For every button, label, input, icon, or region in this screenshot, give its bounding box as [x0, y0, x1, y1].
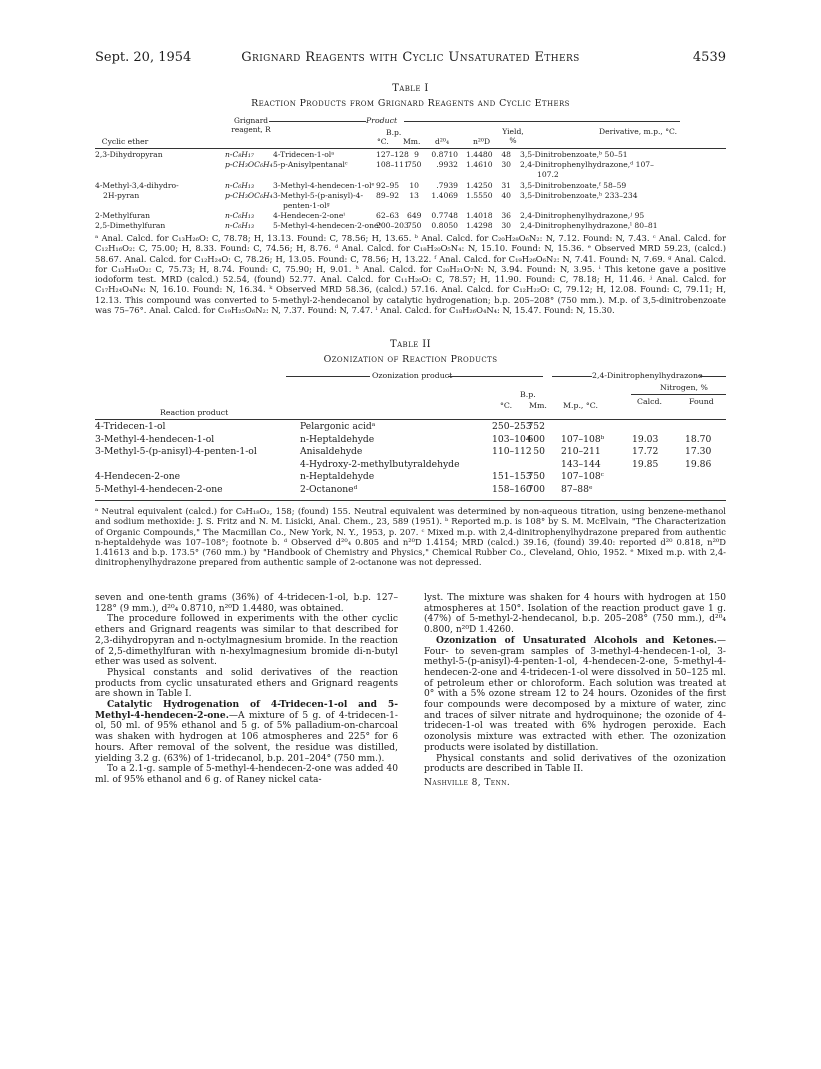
- t2-found: 18.70: [685, 433, 712, 445]
- t2-found: 19.86: [685, 458, 712, 470]
- t2-h-found: Found: [689, 397, 714, 406]
- header-page-number: 4539: [692, 50, 726, 65]
- t2-found: 17.30: [685, 446, 712, 458]
- t2-mm: 750: [527, 471, 545, 483]
- t1-n: 1.5550: [466, 190, 493, 200]
- t1-yield: 48: [501, 150, 511, 159]
- t2-bpc: 103–104: [492, 433, 532, 445]
- t1-reagent: p-CH₃OC₆H₄: [225, 190, 273, 200]
- t1-deriv-cont: 107.2: [537, 170, 559, 180]
- t1-d: 0.8050: [431, 221, 458, 231]
- t1-product: 3-Methyl-4-hendecen-1-olᵉ: [273, 180, 375, 190]
- table1-header-bp-c: °C.: [377, 137, 389, 146]
- t2-reaction: 5-Methyl-4-hendecen-2-one: [95, 483, 223, 495]
- t1-reagent: n-C₆H₁₃: [225, 211, 255, 221]
- t1-ether: 2,5-Dimethylfuran: [95, 221, 166, 231]
- table2-ozon-brace-right: [448, 376, 543, 377]
- t1-bpc: 108–111: [376, 160, 409, 170]
- t1-reagent: n-C₈H₁₇: [225, 150, 255, 159]
- t2-mp: 87–88ᵉ: [561, 483, 593, 495]
- body-paragraph: Physical constants and solid derivatives of the ozonization products are described in Table II.: [424, 753, 726, 775]
- t1-n: 1.4018: [466, 211, 493, 221]
- table2-header-rule: [95, 419, 726, 420]
- section-heading-ozonization: Ozonization of Unsaturated Alcohols and Ketones.: [436, 634, 717, 646]
- table1-header-bp: B.p.: [386, 128, 402, 137]
- table1-row: [95, 181, 735, 191]
- table2-group-dnph: 2,4-Dinitrophenylhydrazone: [592, 371, 703, 380]
- t2-bpc: 151–153: [492, 471, 532, 483]
- t2-reaction: 4-Tridecen-1-ol: [95, 421, 166, 432]
- table1-row: [95, 191, 735, 201]
- table2-title: Ozonization of Reaction Products: [323, 354, 498, 365]
- t1-yield: 40: [501, 190, 511, 200]
- body-paragraph: Physical constants and solid derivatives of the reaction products from cyclic unsaturated ethers and Grignard reagents are shown in Table I.: [95, 667, 398, 700]
- t1-d: 1.4069: [431, 190, 458, 200]
- t1-bpc: 200–203: [376, 221, 409, 231]
- t1-deriv: 3,5-Dinitrobenzoate,ᵇ 50–51: [520, 150, 628, 159]
- table2-group-ozonization: Ozonization product: [372, 371, 453, 380]
- table2-row: [95, 459, 735, 472]
- table1-row-continuation: [95, 170, 735, 180]
- t1-yield: 30: [501, 221, 511, 231]
- t2-h-mm: Mm.: [529, 401, 547, 410]
- t1-mm: 10: [409, 180, 419, 190]
- table1-footnotes: [95, 233, 726, 315]
- table2-body: [95, 421, 735, 497]
- t1-deriv: 2,4-Dinitrophenylhydrazone,ʲ 95: [520, 211, 645, 221]
- t1-deriv: 2,4-Dinitrophenylhydrazone,ˡ 80–81: [520, 221, 658, 231]
- t1-bpc: 92–95: [376, 180, 400, 190]
- table1-row-continuation: [95, 201, 735, 211]
- t1-product: 5-Methyl-4-hendecen-2-oneᵏ: [273, 221, 382, 231]
- body-paragraph: seven and one-tenth grams (36%) of 4-tridecen-1-ol, b.p. 127–128° (9 mm.), d²⁰₄ 0.8710, n²⁰D 1.4480, was obtained.: [95, 593, 398, 614]
- t1-bpc: 127–128: [376, 150, 409, 159]
- t1-product: 4-Tridecen-1-olᵃ: [273, 150, 335, 159]
- t1-bpc: 89–92: [376, 190, 400, 200]
- body-paragraph: lyst. The mixture was shaken for 4 hours with hydrogen at 150 atmospheres at 150°. Isolation of the reaction product gave 1 g. (47%) of 5-methyl-2-hendecanol, b.p. 205–208° (750 mm.), d²⁰₄ 0.800, n²⁰D 1.4260.: [424, 593, 726, 636]
- table2-ozon-brace-left: [286, 376, 370, 377]
- body-right-column: [424, 593, 726, 789]
- t1-n: 1.4250: [466, 180, 493, 190]
- body-paragraph: To a 2.1-g. sample of 5-methyl-4-hendecen-2-one was added 40 ml. of 95% ethanol and 6 g. of Raney nickel cata-: [95, 764, 398, 785]
- t1-mm: 649: [407, 211, 422, 221]
- t1-mm: 13: [409, 190, 419, 200]
- t1-reagent: n-C₆H₁₃: [225, 221, 255, 231]
- t2-calcd: 19.85: [632, 458, 659, 470]
- t2-mp: 210–211: [561, 446, 601, 458]
- t2-h-bpc: °C.: [500, 401, 513, 410]
- t1-product: 3-Methyl-5-(p-anisyl)-4-: [273, 190, 364, 200]
- t1-product: 4-Hendecen-2-oneⁱ: [273, 211, 345, 221]
- table2-dnph-brace-right: [700, 376, 726, 377]
- table1-product-group: Product: [366, 116, 398, 125]
- t1-deriv: 3,5-Dinitrobenzoate,ʰ 233–234: [520, 190, 638, 200]
- table1-footnote-text: ᵃ Anal. Calcd. for C₁₃H₂₆O: C, 78.78; H, 13.13. Found: C, 78.56; H, 13.65. ᵇ Anal. Calcd. for C₂₀H₂₈O₆N₂: N, 7.12. Found: N, 7.43. ᶜ Anal. Calcd. for C₁₂H₁₆O₂: C, 75.00; H, 8.33. Found: C, 74.56; H, 8.76. ᵈ Anal. Calcd. for C₁₈H₂₀O₅N₄: N, 15.10. Found: N, 15.36. ᵉ Observed MRD 59.23, (calcd.) 58.67. Anal. Calcd. for C₁₂H₂₄O: C, 78.26; H, 13.05. Found: C, 78.56; H, 13.22. ᶠ Anal. Calcd. for C₁₉H₂₆O₆N₂: N, 7.41. Found: N, 7.69. ᵍ Anal. Calcd. for C₁₃H₁₈O₂: C, 75.73; H, 8.74. Found: C, 75.90; H, 9.01. ʰ Anal. Calcd. for C₂₀H₂₁O₇N: N, 3.94. Found: N, 3.95. ⁱ This ketone gave a positive iodoform test. MRD (calcd.) 52.54, (found) 52.77. Anal. Calcd. for C₁₁H₂₀O: C, 78.57; H, 11.90. Found: C, 78.18; H, 11.46. ʲ Anal. Calcd. for C₁₇H₂₄O₄N₄: N, 16.10. Found: N, 16.34. ᵏ Observed MRD 58.36, (calcd.) 57.16. Anal. Calcd. for C₁₂H₂₂O: C, 79.12; H, 12.08. Found: C, 79.11; H, 12.13. This compound was converted to 5-methyl-2-hendecanol by catalytic hydrogenation; b.p. 205–208° (750 mm.). M.p. of 3,5-dinitrobenzoate was 75–76°. Anal. Calcd. for C₁₉H₂₅O₆N₂: N, 7.37. Found: N, 7.47. ˡ Anal. Calcd. for C₁₈H₂₆O₄N₄: N, 15.47. Found: N, 15.30.: [95, 233, 726, 316]
- t2-calcd: 19.03: [632, 433, 659, 445]
- t1-d: 0.8710: [431, 150, 458, 159]
- t2-reaction: 3-Methyl-5-(p-anisyl)-4-penten-1-ol: [95, 446, 257, 458]
- t1-mm: 750: [407, 221, 422, 231]
- table2-row: [95, 471, 735, 484]
- t2-mm: 752: [527, 421, 545, 432]
- t2-bpc: 158–160: [492, 483, 532, 495]
- t2-mm: 50: [533, 446, 545, 458]
- t2-ozon: 2-Octanoneᵈ: [300, 483, 358, 495]
- t1-d: .9932: [436, 160, 458, 170]
- table1-row: [95, 160, 735, 170]
- t1-bpc: 62–63: [376, 211, 400, 221]
- table1-body: [95, 150, 735, 232]
- t2-mp: 143–144: [561, 458, 601, 470]
- signoff-location: Nashville 8, Tenn.: [424, 777, 511, 788]
- t2-bpc: 110–112: [492, 446, 532, 458]
- body-left-column: [95, 593, 398, 786]
- table1-header-cyclic-ether: Cyclic ether: [101, 137, 149, 146]
- t1-reagent: p-CH₃OC₆H₄: [225, 160, 273, 170]
- t1-mm: 750: [407, 160, 422, 170]
- t1-n: 1.4298: [466, 221, 493, 231]
- header-date: Sept. 20, 1954: [95, 50, 192, 65]
- table1-label: Table I: [392, 83, 429, 94]
- t2-reaction: 3-Methyl-4-hendecen-1-ol: [95, 433, 215, 445]
- t1-product-cont: penten-1-olᵍ: [283, 200, 330, 210]
- table2-row: [95, 446, 735, 459]
- t1-d: .7939: [436, 180, 458, 190]
- t1-n: 1.4610: [466, 160, 493, 170]
- t2-ozon: Pelargonic acidᵃ: [300, 421, 376, 432]
- table2-row: [95, 484, 735, 497]
- t1-ether-cont: 2H-pyran: [103, 190, 140, 200]
- table1-header-mm: Mm.: [403, 137, 421, 146]
- table1-header-refractive-index: n²⁰D: [473, 137, 491, 146]
- table2-row: [95, 434, 735, 447]
- section-text-ozonization: —Four- to seven-gram samples of 3-methyl-4-hendecen-1-ol, 3-methyl-5-(p-anisyl)-4-penten-1-ol, 4-hendecen-2-one, 5-methyl-4-hendecen-2-one and 4-tridecen-1-ol were dissolved in 50–125 ml. of petroleum ether or chloroform. Each solution was treated at 0° with a 5% ozone stream 12 to 24 hours. Ozonides of the first four compounds were decomposed by a mixture of water, zinc and traces of silver nitrate and hydroquinone; the ozonide of 4-tridecen-1-ol was treated with 6% hydrogen peroxide. Each ozonolysis mixture was extracted with ether. The ozonization products were isolated by distillation.: [424, 635, 726, 753]
- body-paragraph: The procedure followed in experiments with the other cyclic ethers and Grignard reagents was similar to that described for 2,3-dihydropyran and n-octylmagnesium bromide. In the reaction of 2,5-dimethylfuran with n-hexylmagnesium bromide di-n-butyl ether was used as solvent.: [95, 614, 398, 668]
- table2-footnote-text: ᵃ Neutral equivalent (calcd.) for C₉H₁₈O₂, 158; (found) 155. Neutral equivalent was determined by non-aqueous titration, using benzene-methanol and sodium methoxide: J. S. Fritz and N. M. Lisicki, Anal. Chem., 23, 589 (1951). ᵇ Reported m.p. is 108° by S. M. McElvain, "The Characterization of Organic Compounds," The Macmillan Co., New York, N. Y., 1953, p. 207. ᶜ Mixed m.p. with 2,4-dinitrophenylhydrazone prepared from authentic n-heptaldehyde was 107–108°; footnote b. ᵈ Observed d²⁰₄ 0.805 and n²⁰D 1.4154; MRD (calcd.) 39.16, (found) 39.40: reported d²⁰ 0.818, n²⁰D 1.41613 and b.p. 173.5° (760 mm.) by "Handbook of Chemistry and Physics," Chemical Rubber Co., Cleveland, Ohio, 1952. ᵉ Mixed m.p. with 2,4-dinitrophenylhydrazone prepared from authentic sample of 2-octanone was not depressed.: [95, 506, 726, 568]
- t2-ozon: n-Heptaldehyde: [300, 471, 375, 483]
- table1-product-brace-right: [404, 121, 680, 122]
- table1-header-yield: Yield, %: [502, 127, 524, 145]
- table1-title: Reaction Products from Grignard Reagents and Cyclic Ethers: [251, 98, 570, 109]
- table1-header-reagent: Grignard reagent, R: [231, 116, 271, 134]
- table2-dnph-brace-left: [552, 376, 592, 377]
- t1-n: 1.4480: [466, 150, 493, 159]
- table1-header-density: d²⁰₄: [435, 137, 449, 146]
- t1-yield: 30: [501, 160, 511, 170]
- table2-row: [95, 421, 735, 434]
- t1-product: 5-p-Anisylpentanalᶜ: [273, 160, 348, 170]
- t1-deriv: 3,5-Dinitrobenzoate,ᶠ 58–59: [520, 180, 627, 190]
- t2-bpc: 250–253: [492, 421, 532, 432]
- header-title: Grignard Reagents with Cyclic Unsaturated Ethers: [241, 50, 580, 65]
- table1-row: [95, 211, 735, 221]
- table2-bottom-rule: [95, 500, 726, 501]
- t1-d: 0.7748: [431, 211, 458, 221]
- t2-h-bp: B.p.: [520, 390, 536, 399]
- t2-mm: 700: [527, 483, 545, 495]
- section-text-hydrogenation: —A mixture of 5 g. of 4-tridecen-1-ol, 50 ml. of 95% ethanol and 5 g. of 5% palladium-on-charcoal was shaken with hydrogen at 106 atmospheres and 225° for 6 hours. After removal of the solvent, the residue was distilled, yielding 3.2 g. (63%) of 1-tridecanol, b.p. 201–204° (750 mm.).: [95, 710, 398, 764]
- t2-ozon: 4-Hydroxy-2-methylbutyraldehyde: [300, 458, 460, 470]
- t1-yield: 36: [501, 211, 511, 221]
- t1-ether: 4-Methyl-3,4-dihydro-: [95, 180, 179, 190]
- t2-ozon: Anisaldehyde: [300, 446, 363, 458]
- table1-header-rule: [95, 148, 726, 149]
- table1-product-brace-left: [269, 121, 366, 122]
- t1-ether: 2-Methylfuran: [95, 211, 151, 221]
- t1-reagent: n-C₆H₁₃: [225, 180, 255, 190]
- t2-mm: 600: [527, 433, 545, 445]
- t2-h-calcd: Calcd.: [637, 397, 662, 406]
- t2-h-reaction: Reaction product: [160, 408, 229, 417]
- t2-h-nitrogen: Nitrogen, %: [660, 383, 708, 392]
- body-section-paragraph: [424, 636, 726, 754]
- section-heading-hydrogenation: Catalytic Hydrogenation of 4-Tridecen-1-ol and 5-Methyl-4-hendecen-2-one.: [95, 699, 398, 721]
- t2-mp: 107–108ᵇ: [561, 433, 605, 445]
- table2-footnotes: [95, 506, 726, 568]
- t1-ether: 2,3-Dihydropyran: [95, 150, 163, 159]
- table1-header-derivative: Derivative, m.p., °C.: [598, 127, 678, 136]
- t2-h-mp: M.p., °C.: [563, 401, 598, 410]
- t2-ozon: n-Heptaldehyde: [300, 433, 375, 445]
- table1-row: [95, 221, 735, 231]
- t1-mm: 9: [414, 150, 419, 159]
- t2-reaction: 4-Hendecen-2-one: [95, 471, 181, 483]
- t2-mp: 107–108ᶜ: [561, 471, 604, 483]
- table1-row: [95, 150, 735, 160]
- t1-deriv: 2,4-Dinitrophenylhydrazone,ᵈ 107–: [520, 160, 654, 170]
- body-section-paragraph: [95, 700, 398, 764]
- t2-calcd: 17.72: [632, 446, 659, 458]
- t1-yield: 31: [501, 180, 511, 190]
- table2-label: Table II: [390, 339, 431, 350]
- t2-nitrogen-rule: [631, 394, 726, 395]
